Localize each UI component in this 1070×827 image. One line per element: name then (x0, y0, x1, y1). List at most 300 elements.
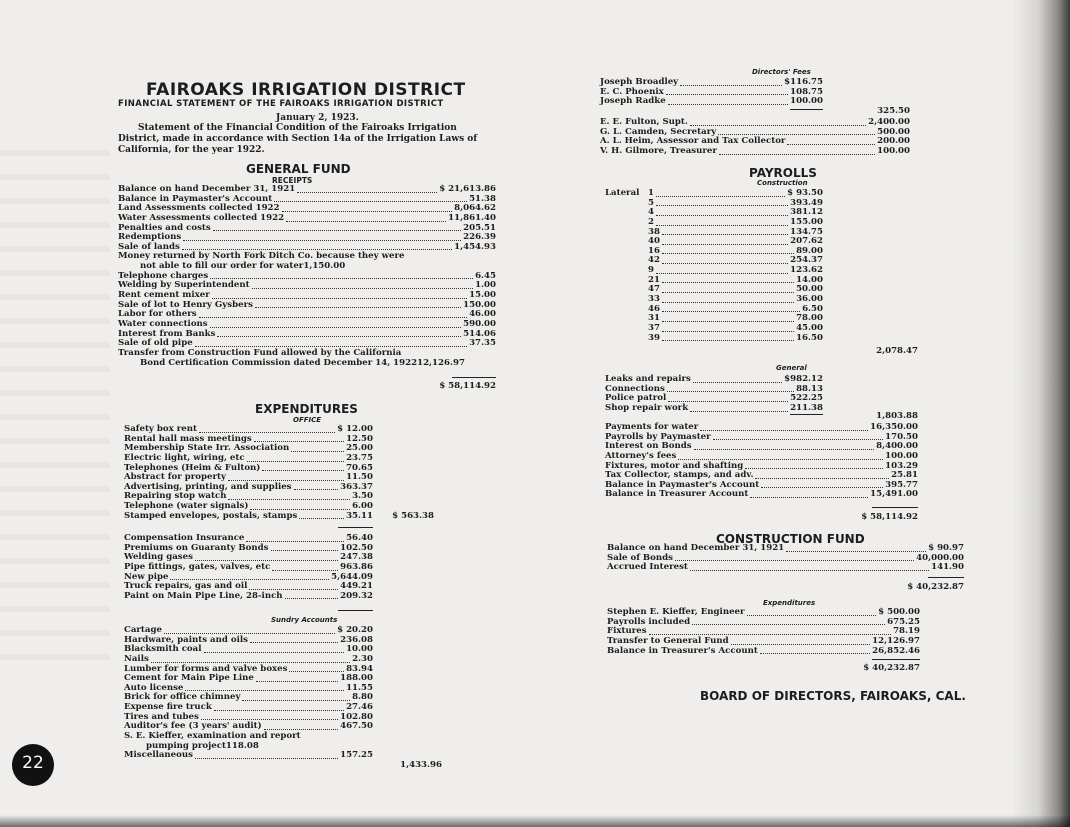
line-item-amount: 25.00 (346, 443, 373, 454)
misc-rule (338, 610, 373, 611)
line-item-amount: 12.50 (346, 433, 373, 444)
laterals-total: 2,078.47 (876, 346, 918, 356)
line-item-amount: 78.00 (796, 313, 823, 324)
sundry-heading: Sundry Accounts (271, 616, 338, 624)
leader-dots (666, 93, 788, 95)
line-item-label: Stamped envelopes, postals, stamps (124, 510, 298, 521)
leader-dots (299, 517, 344, 519)
line-item-label: Electric light, wiring, etc (124, 452, 245, 463)
line-item-amount: 16.50 (796, 332, 823, 343)
leader-dots (662, 301, 794, 303)
line-item-amount: 15.00 (469, 290, 496, 301)
line-item-label: Blacksmith coal (124, 644, 202, 655)
leader-dots (199, 316, 467, 318)
leader-dots (210, 277, 473, 279)
leader-dots (250, 508, 350, 510)
leader-dots (246, 540, 344, 542)
directors-rule (790, 109, 823, 110)
line-item-label: Balance in Paymaster's Account (605, 479, 760, 490)
office-heading: OFFICE (293, 416, 322, 424)
leader-dots (212, 297, 467, 299)
line-item (124, 512, 373, 522)
line-item-amount: 40,000.00 (916, 552, 964, 563)
line-item-amount: $116.75 (784, 76, 823, 87)
leader-dots (249, 588, 338, 590)
statement-date: January 2, 1923. (276, 113, 359, 123)
line-item-amount: 2,400.00 (868, 116, 910, 127)
line-item-amount: 134.75 (790, 226, 823, 237)
line-item-amount: 11,861.40 (448, 212, 496, 223)
line-item-amount: 209.32 (340, 590, 373, 601)
page-title: FAIROAKS IRRIGATION DISTRICT (146, 80, 466, 100)
receipts-heading: RECEIPTS (272, 176, 313, 185)
leader-dots (256, 680, 338, 682)
line-item-label: Welding by Superintendent (118, 280, 250, 291)
receipts-rule (452, 377, 496, 378)
line-item (607, 647, 920, 657)
leader-dots (164, 632, 335, 634)
line-item-amount: 37.35 (469, 338, 496, 349)
line-item-amount: 2.30 (352, 653, 373, 664)
line-item-label: Fixtures, motor and shafting (605, 460, 744, 471)
office-total: $ 563.38 (392, 511, 434, 521)
leader-dots (213, 229, 461, 231)
line-item-label: 39 (648, 332, 660, 343)
leader-dots (750, 496, 868, 498)
leader-dots (668, 103, 788, 105)
line-item-label: Sale of old pipe (118, 338, 193, 349)
line-item-label: Safety box rent (124, 423, 197, 434)
line-item (607, 563, 964, 573)
general-fund-heading: GENERAL FUND (246, 162, 351, 176)
line-item-label: 31 (648, 313, 660, 324)
line-item-label: Abstract for property (124, 472, 226, 483)
line-item (605, 404, 823, 414)
leader-dots (289, 670, 344, 672)
line-item-label: Cement for Main Pipe Line (124, 673, 254, 684)
leader-dots (667, 390, 794, 392)
leader-dots (271, 549, 339, 551)
line-item-amount: $ 500.00 (878, 606, 920, 617)
leader-dots (700, 429, 868, 431)
leader-dots (204, 651, 345, 653)
line-item-amount: 103.29 (885, 460, 918, 471)
line-item-amount: 11.55 (346, 682, 373, 693)
general-total: 1,803.88 (876, 411, 918, 421)
leader-dots (282, 210, 453, 212)
page-number: 22 (22, 753, 44, 773)
line-item-label: Cartage (124, 624, 162, 635)
line-item-amount: 393.49 (790, 197, 823, 208)
line-item-amount: 675.25 (887, 616, 920, 627)
line-item-label: Payrolls by Paymaster (605, 431, 711, 442)
sundry-account-list (124, 626, 373, 761)
line-item-label: Balance in Treasurer's Account (607, 645, 758, 656)
line-item-label: V. H. Gilmore, Treasurer (600, 145, 717, 156)
line-item-label: Rental hall mass meetings (124, 433, 252, 444)
line-item-label: Land Assessments collected 1922 (118, 203, 280, 214)
page-bottom-shadow (0, 815, 1070, 827)
line-item-label: Miscellaneous (124, 750, 193, 761)
line-item-amount: 1,454.93 (454, 241, 496, 252)
line-item-label: Pipe fittings, gates, valves, etc (124, 561, 271, 572)
receipts-total: $ 58,114.92 (439, 381, 496, 391)
line-item-label: Joseph Broadley (600, 76, 679, 87)
expenditures-heading: EXPENDITURES (255, 402, 358, 416)
line-item-label: Payments for water (605, 421, 699, 432)
line-item-amount: 51.38 (469, 193, 496, 204)
directors-fees-list (600, 78, 823, 107)
line-item-amount: $ 12.00 (337, 423, 373, 434)
line-item (600, 97, 823, 107)
office-rule (338, 527, 373, 528)
line-item-label: 5 (648, 197, 654, 208)
leader-dots (195, 559, 338, 561)
line-item-amount: 200.00 (877, 136, 910, 147)
line-item-label: Fixtures (607, 626, 647, 637)
line-item-amount: 150.00 (463, 299, 496, 310)
general-rule (790, 414, 823, 415)
construction-expenditures-heading: Expenditures (763, 599, 816, 607)
line-item-amount: 88.13 (796, 383, 823, 394)
line-item-label: Nails (124, 653, 149, 664)
leader-dots (745, 467, 883, 469)
leader-dots (662, 320, 794, 322)
leader-dots (718, 133, 875, 135)
line-item-label: E. C. Phoenix (600, 86, 664, 97)
line-item-label: Accrued Interest (607, 562, 688, 573)
leader-dots (675, 559, 914, 561)
line-item-label: Compensation Insurance (124, 532, 245, 543)
line-item-label: Tires and tubes (124, 711, 199, 722)
leader-dots (656, 224, 788, 226)
line-item-label: E. E. Fulton, Supt. (600, 116, 688, 127)
line-item-label: Police patrol (605, 393, 667, 404)
line-item-label: Redemptions (118, 232, 182, 243)
line-item-label: Bond Certification Commission dated December 14, 1922 (140, 357, 418, 368)
line-item-label: New pipe (124, 571, 169, 582)
line-item (648, 334, 823, 344)
line-item-label: Premiums on Guaranty Bonds (124, 542, 269, 553)
leader-dots (690, 124, 866, 126)
line-item-label: Attorney's fees (605, 450, 677, 461)
line-item-label: Repairing stop watch (124, 491, 227, 502)
construction-total: $ 40,232.87 (907, 582, 964, 592)
line-item-label: Penalties and costs (118, 222, 211, 233)
line-item-amount: 522.25 (790, 393, 823, 404)
line-item-amount: 1,150.00 (303, 261, 346, 272)
leader-dots (731, 643, 870, 645)
leader-dots (755, 477, 889, 479)
leader-dots (228, 498, 350, 500)
leader-dots (262, 469, 344, 471)
leader-dots (662, 252, 794, 254)
line-item-label: Interest on Bonds (605, 441, 692, 452)
line-item-amount: $ 93.50 (787, 187, 823, 198)
leader-dots (713, 438, 883, 440)
line-item-label: Paint on Main Pipe Line, 28-inch (124, 590, 283, 601)
leader-dots (291, 450, 344, 452)
line-item (607, 618, 920, 628)
leader-dots (662, 281, 794, 283)
leader-dots (678, 458, 883, 460)
line-item-label: Connections (605, 383, 665, 394)
line-item-label: 21 (648, 274, 660, 285)
line-item-label: 16 (648, 245, 660, 256)
line-item-amount: 16,350.00 (870, 421, 918, 432)
line-item-amount: 36.00 (796, 294, 823, 305)
line-item-amount: 188.00 (340, 673, 373, 684)
line-item (118, 359, 496, 369)
leader-dots (255, 306, 461, 308)
leader-dots (656, 272, 788, 274)
line-item-label: 40 (648, 236, 660, 247)
line-item-amount: 102.80 (340, 711, 373, 722)
line-item-label: Hardware, paints and oils (124, 634, 248, 645)
receipts-list (118, 185, 496, 368)
leader-dots (247, 460, 344, 462)
line-item-amount: 381.12 (790, 207, 823, 218)
line-item-amount: 1.00 (475, 280, 496, 291)
line-item-amount: 123.62 (790, 265, 823, 276)
leader-dots (662, 233, 788, 235)
leader-dots (690, 569, 929, 571)
book-spine-shadow (1012, 0, 1070, 827)
line-item-label: 38 (648, 226, 660, 237)
line-item-amount: 5,644.09 (331, 571, 373, 582)
line-item-label: 1 (648, 187, 654, 198)
leader-dots (787, 143, 875, 145)
line-item-label: A. L. Heim, Assessor and Tax Collector (600, 136, 786, 147)
line-item-label: Transfer to General Fund (607, 635, 729, 646)
line-item-label: 4 (648, 207, 654, 218)
line-item-amount: 205.51 (463, 222, 496, 233)
general-payroll-list (605, 375, 823, 414)
line-item-label: Interest from Banks (118, 328, 216, 339)
leader-dots (274, 200, 467, 202)
line-item-amount: 8,064.62 (454, 203, 496, 214)
line-item-label: Payrolls included (607, 616, 691, 627)
lateral-payroll-list (648, 189, 823, 343)
line-item-amount: 157.25 (340, 750, 373, 761)
line-item-amount: 118.08 (225, 740, 259, 751)
construction-exp-total: $ 40,232.87 (863, 663, 920, 673)
line-item-amount: 8.80 (352, 692, 373, 703)
page-subtitle: FINANCIAL STATEMENT OF THE FAIROAKS IRRIGATION DISTRICT (118, 99, 444, 109)
line-item-label: Leaks and repairs (605, 373, 691, 384)
grand-total: $ 58,114.92 (861, 512, 918, 522)
leader-dots (242, 699, 350, 701)
leader-dots (662, 291, 794, 293)
line-item (605, 490, 918, 500)
office-expense-list (124, 425, 373, 521)
line-item-label: Transfer from Construction Fund allowed by the California (118, 347, 402, 358)
leader-dots (185, 689, 344, 691)
line-item-amount: 3.50 (352, 491, 373, 502)
line-item-label: Truck repairs, gas and oil (124, 581, 248, 592)
construction-rule (928, 577, 964, 578)
line-item-amount: 236.08 (340, 634, 373, 645)
misc-expense-list (124, 534, 373, 601)
leader-dots (656, 214, 788, 216)
lateral-label: Lateral (605, 187, 640, 198)
line-item-amount: 102.50 (340, 542, 373, 553)
line-item-amount: 27.46 (346, 702, 373, 713)
leader-dots (182, 248, 452, 250)
line-item-amount: 100.00 (885, 450, 918, 461)
line-item-amount: 363.37 (340, 481, 373, 492)
line-item-label: Balance on hand December 31, 1921 (118, 183, 296, 194)
directors-fees-heading: Directors' Fees (752, 68, 811, 76)
line-item-amount: 500.00 (877, 126, 910, 137)
line-item-amount: $ 21,613.86 (439, 183, 496, 194)
leader-dots (297, 191, 437, 193)
leader-dots (662, 339, 794, 341)
leader-dots (656, 204, 788, 206)
leader-dots (199, 431, 335, 433)
leader-dots (254, 440, 344, 442)
leader-dots (662, 330, 794, 332)
line-item-amount: $982.12 (784, 373, 823, 384)
general-payroll-heading: General (776, 364, 807, 372)
line-item-label: 33 (648, 294, 660, 305)
leader-dots (285, 597, 339, 599)
line-item-amount: 12,126.97 (417, 357, 465, 368)
line-item-label: Balance on hand December 31, 1921 (607, 542, 785, 553)
leader-dots (719, 153, 875, 155)
line-item-amount: 170.50 (885, 431, 918, 442)
line-item (600, 147, 910, 157)
line-item-label: G. L. Camden, Secretary (600, 126, 717, 137)
footer-caption: BOARD OF DIRECTORS, FAIROAKS, CAL. (700, 689, 966, 703)
line-item-amount: 15,491.00 (870, 489, 918, 500)
line-item-amount: 70.65 (346, 462, 373, 473)
line-item-amount: 78.19 (893, 626, 920, 637)
line-item-amount: 141.90 (931, 562, 964, 573)
grand-total-rule (872, 507, 918, 508)
line-item-amount: 449.21 (340, 581, 373, 592)
line-item-amount: 254.37 (790, 255, 823, 266)
line-item-amount: 26,852.46 (872, 645, 920, 656)
line-item (124, 751, 373, 761)
line-item-label: 47 (648, 284, 660, 295)
line-item-amount: 45.00 (796, 322, 823, 333)
leader-dots (286, 220, 446, 222)
leader-dots (217, 335, 461, 337)
leader-dots (210, 326, 461, 328)
line-item (124, 592, 373, 602)
construction-payroll-heading: Construction (757, 179, 808, 187)
line-item-label: Money returned by North Fork Ditch Co. because they were (118, 251, 405, 262)
line-item-amount: 100.00 (877, 145, 910, 156)
line-item-amount: 963.86 (340, 561, 373, 572)
line-item-label: Telephone charges (118, 270, 209, 281)
directors-total: 325.50 (877, 106, 910, 116)
bleed-through (0, 150, 110, 670)
line-item-label: Expense fire truck (124, 702, 212, 713)
line-item-label: Sale of Bonds (607, 552, 674, 563)
line-item-label: 37 (648, 322, 660, 333)
line-item-label: 9 (648, 265, 654, 276)
line-item-amount: 83.94 (346, 663, 373, 674)
line-item-label: Telephones (Heim & Fulton) (124, 462, 261, 473)
line-item-label: Auto license (124, 682, 184, 693)
leader-dots (694, 448, 875, 450)
line-item-amount: 14.00 (796, 274, 823, 285)
line-item-label: Brick for office chimney (124, 692, 241, 703)
line-item-label: Auditor's fee (3 years' audit) (124, 721, 262, 732)
line-item-amount: 207.62 (790, 236, 823, 247)
line-item-amount: 226.39 (463, 232, 496, 243)
line-item-amount: 12,126.97 (872, 635, 920, 646)
line-item-amount: 155.00 (790, 216, 823, 227)
line-item-label: Labor for others (118, 309, 197, 320)
construction-fund-list (607, 544, 964, 573)
leader-dots (294, 488, 339, 490)
leader-dots (264, 728, 338, 730)
line-item-amount: 6.00 (352, 501, 373, 512)
sundry-total: 1,433.96 (400, 760, 442, 770)
line-item-amount: $ 20.20 (337, 624, 373, 635)
line-item-amount: 10.00 (346, 644, 373, 655)
payrolls-heading: PAYROLLS (749, 166, 817, 180)
line-item-amount: 467.50 (340, 721, 373, 732)
leader-dots (170, 578, 329, 580)
line-item-amount: 89.00 (796, 245, 823, 256)
line-item-label: Balance in Treasurer Account (605, 489, 749, 500)
leader-dots (195, 345, 467, 347)
line-item-label: Tax Collector, stamps, and adv. (605, 470, 754, 481)
line-item-amount: 108.75 (790, 86, 823, 97)
line-item-label: Water Assessments collected 1922 (118, 212, 285, 223)
line-item-label: Water connections (118, 318, 208, 329)
line-item-label: Membership State Irr. Association (124, 443, 290, 454)
leader-dots (195, 757, 338, 759)
leader-dots (786, 550, 926, 552)
leader-dots (272, 569, 338, 571)
leader-dots (690, 410, 788, 412)
leader-dots (761, 486, 883, 488)
line-item-amount: 11.50 (346, 472, 373, 483)
other-payments-list (605, 423, 918, 500)
line-item-amount: 590.00 (463, 318, 496, 329)
line-item (124, 645, 373, 655)
leader-dots (662, 310, 800, 312)
line-item-amount: 211.38 (790, 402, 823, 413)
line-item-label: Rent cement mixer (118, 290, 210, 301)
leader-dots (183, 239, 461, 241)
line-item-label: not able to fill our order for water (140, 261, 304, 272)
line-item-amount: 100.00 (790, 96, 823, 107)
intro-paragraph: Statement of the Financial Condition of the Fairoaks Irrigation District, made in accordance with Section 14a of the Irrigation Laws of California, for the year 1922. (118, 123, 478, 155)
leader-dots (252, 287, 474, 289)
leader-dots (214, 709, 344, 711)
leader-dots (747, 614, 877, 616)
leader-dots (693, 381, 782, 383)
line-item-amount: 50.00 (796, 284, 823, 295)
leader-dots (760, 652, 870, 654)
line-item-label: Telephone (water signals) (124, 501, 249, 512)
line-item-label: Shop repair work (605, 402, 689, 413)
line-item-amount: 56.40 (346, 532, 373, 543)
line-item-amount: 395.77 (885, 479, 918, 490)
line-item-amount: 35.11 (346, 510, 373, 521)
construction-fund-heading: CONSTRUCTION FUND (716, 532, 865, 546)
leader-dots (692, 623, 885, 625)
line-item (648, 295, 823, 305)
line-item-label: Sale of lands (118, 241, 180, 252)
leader-dots (250, 641, 338, 643)
